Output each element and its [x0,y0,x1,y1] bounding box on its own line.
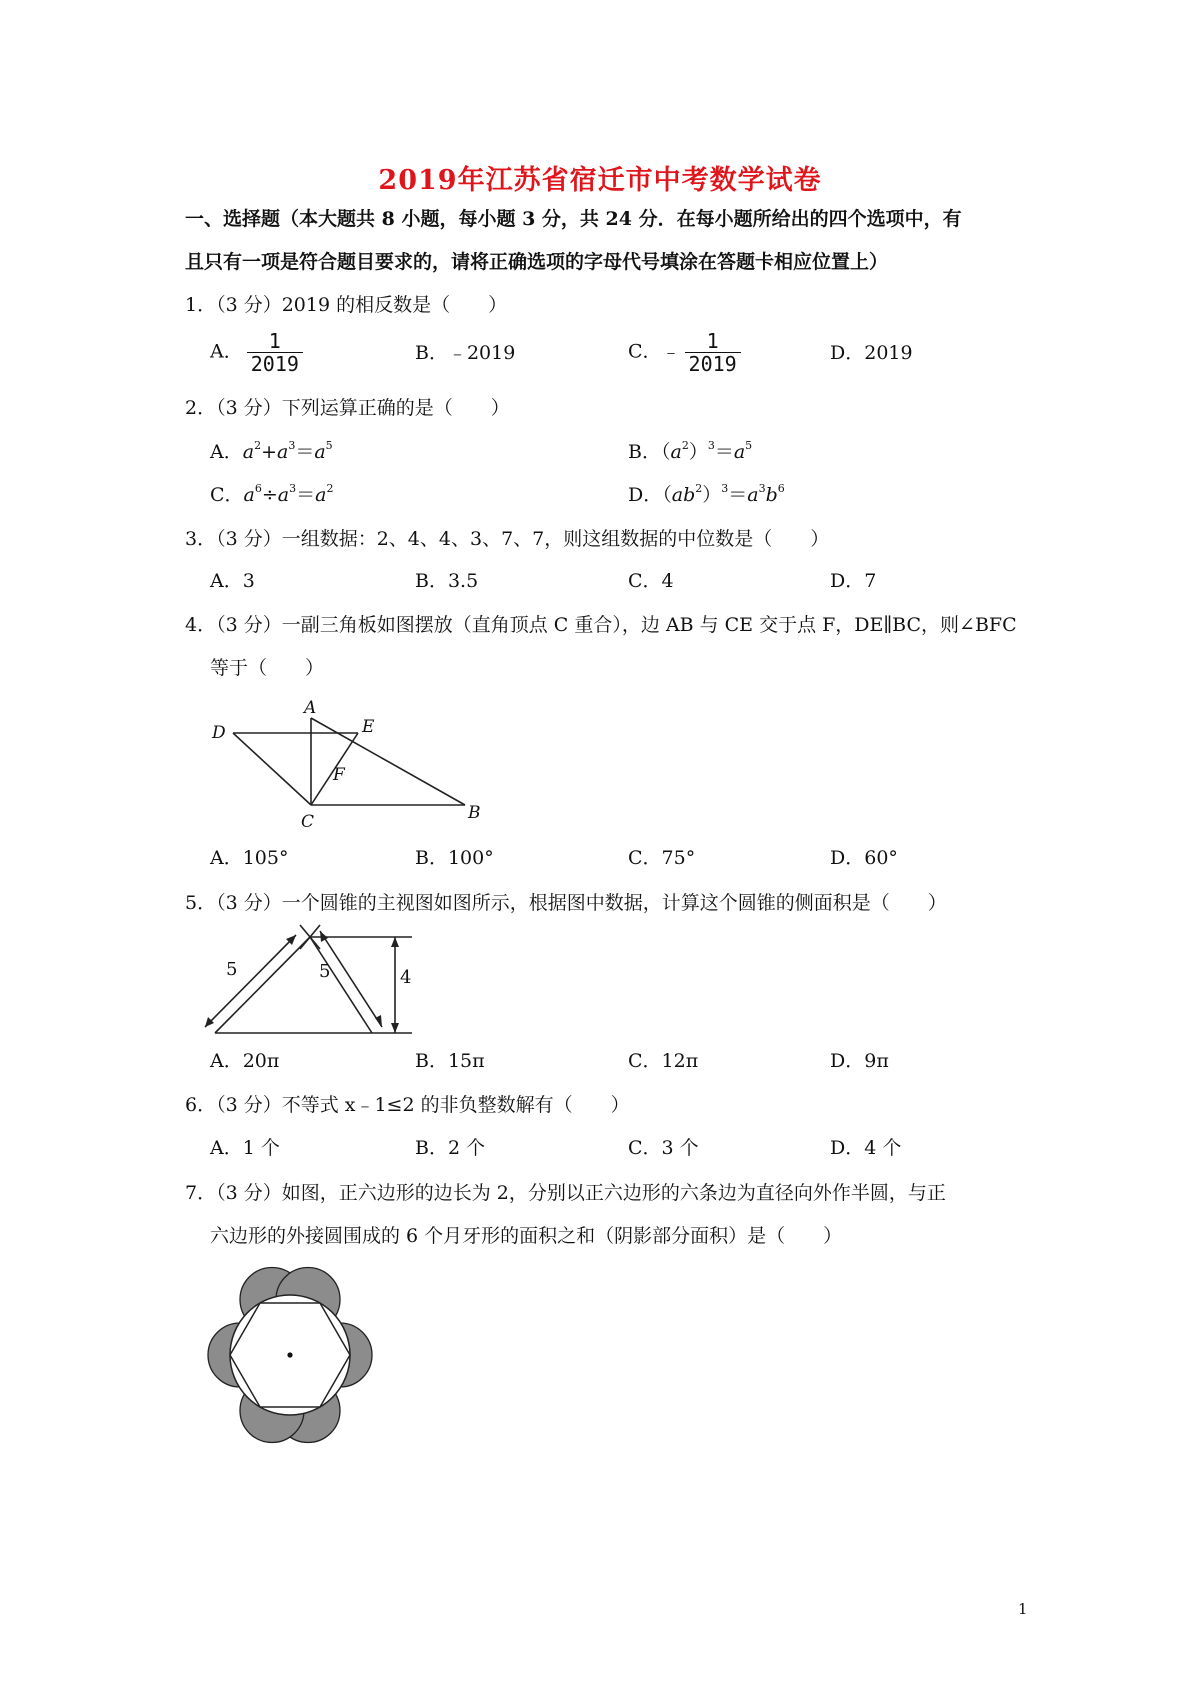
figure-label-f: F [333,765,345,785]
q4-option-a: A．105° [210,847,289,869]
q1-option-a-fraction [247,330,303,375]
cone-left-edge [215,937,310,1033]
q4-triangle-figure [200,700,500,900]
q1-a-numerator: 1 [247,330,303,353]
question-5-stem: 5．（3 分）一个圆锥的主视图如图所示，根据图中数据，计算这个圆锥的侧面积是（ ） [185,892,947,914]
center-point [287,1352,292,1357]
q1-option-a-label: A． [210,340,243,363]
q2-option-b-label: B． [628,441,661,463]
q6-option-a: A．1 个 [210,1137,280,1159]
q2-option-b: B．$(a^2)^3=a^5$ [628,439,753,463]
page-number: 1 [1018,1600,1028,1618]
figure-label-b: B [468,803,481,823]
q5-cone-front-view-figure [200,925,420,1055]
q4-option-c: C．75° [628,847,696,869]
q2-option-d-label: D． [628,484,663,506]
question-7-stem-line1: 7．（3 分）如图，正六边形的边长为 2，分别以正六边形的六条边为直径向外作半圆，与正 [185,1182,946,1204]
dim-line-left [205,935,296,1027]
question-3-stem: 3．（3 分）一组数据：2、4、4、3、7、7，则这组数据的中位数是（ ） [185,528,830,550]
figure-label-c: C [301,812,315,832]
figure-label-a: A [304,698,317,718]
q2-option-a: A．$a^2+a^3=a^5$ [210,439,333,463]
dim-label-right: 5 [319,961,331,982]
q2-option-c-label: C． [210,484,244,506]
section-header-line1: 一、选择题（本大题共 8 小题，每小题 3 分，共 24 分．在每小题所给出的四个选项中，有 [185,208,962,230]
arrow-height-top [391,937,399,947]
question-2-stem: 2．（3 分）下列运算正确的是（ ） [185,397,510,419]
q1-option-c [628,330,741,375]
section-header-line2: 且只有一项是符合题目要求的，请将正确选项的字母代号填涂在答题卡相应位置上） [185,251,889,273]
q3-option-b: B．3.5 [415,570,479,592]
q1-option-c-label: C．﹣ [628,340,681,363]
question-4-stem-line2: 等于（ ） [210,657,325,679]
figure-label-e: E [362,717,375,737]
q3-option-a: A．3 [210,570,255,592]
q4-option-b: B．100° [415,847,494,869]
q2-option-d: D．$(ab^2)^3=a^3b^6$ [628,482,785,506]
q1-option-d: D．2019 [830,342,913,364]
q2-option-c: C．$a^6\div a^3=a^2$ [210,482,334,506]
page-title: 2019年江苏省宿迁市中考数学试卷 [378,165,822,196]
q5-option-d: D．9π [830,1050,889,1072]
question-7-stem-line2: 六边形的外接圆围成的 6 个月牙形的面积之和（阴影部分面积）是（ ） [210,1225,843,1247]
cone-right-edge [310,937,372,1033]
q2-option-a-label: A． [210,441,243,463]
q6-option-c: C．3 个 [628,1137,699,1159]
q7-hexagon-lunes-figure [205,1270,375,1440]
question-1-stem: 1．（3 分）2019 的相反数是（ ） [185,294,508,316]
q6-option-b: B．2 个 [415,1137,486,1159]
line-ab [311,718,465,805]
question-4-stem-line1: 4．（3 分）一副三角板如图摆放（直角顶点 C 重合），边 AB 与 CE 交于点 F，DE∥BC，则∠BFC [185,614,1017,636]
q1-option-a [210,330,303,375]
q5-option-c: C．12π [628,1050,699,1072]
q3-option-c: C．4 [628,570,674,592]
q1-a-denominator: 2019 [250,352,299,376]
q1-c-numerator: 1 [685,330,741,353]
line-dc [233,733,311,805]
dim-label-height: 4 [400,967,412,988]
q6-option-d: D．4 个 [830,1137,902,1159]
q1-option-c-fraction [685,330,741,375]
q1-c-denominator: 2019 [688,352,737,376]
q4-option-d: D．60° [830,847,898,869]
q5-option-b: B．15π [415,1050,485,1072]
figure-label-d: D [212,723,226,743]
arrow-height-bottom [391,1023,399,1033]
q1-option-b: B．﹣2019 [415,342,516,364]
q3-option-d: D．7 [830,570,877,592]
q5-option-a: A．20π [210,1050,280,1072]
question-6-stem: 6．（3 分）不等式 x﹣1≤2 的非负整数解有（ ） [185,1094,630,1116]
dim-label-left: 5 [226,959,238,980]
